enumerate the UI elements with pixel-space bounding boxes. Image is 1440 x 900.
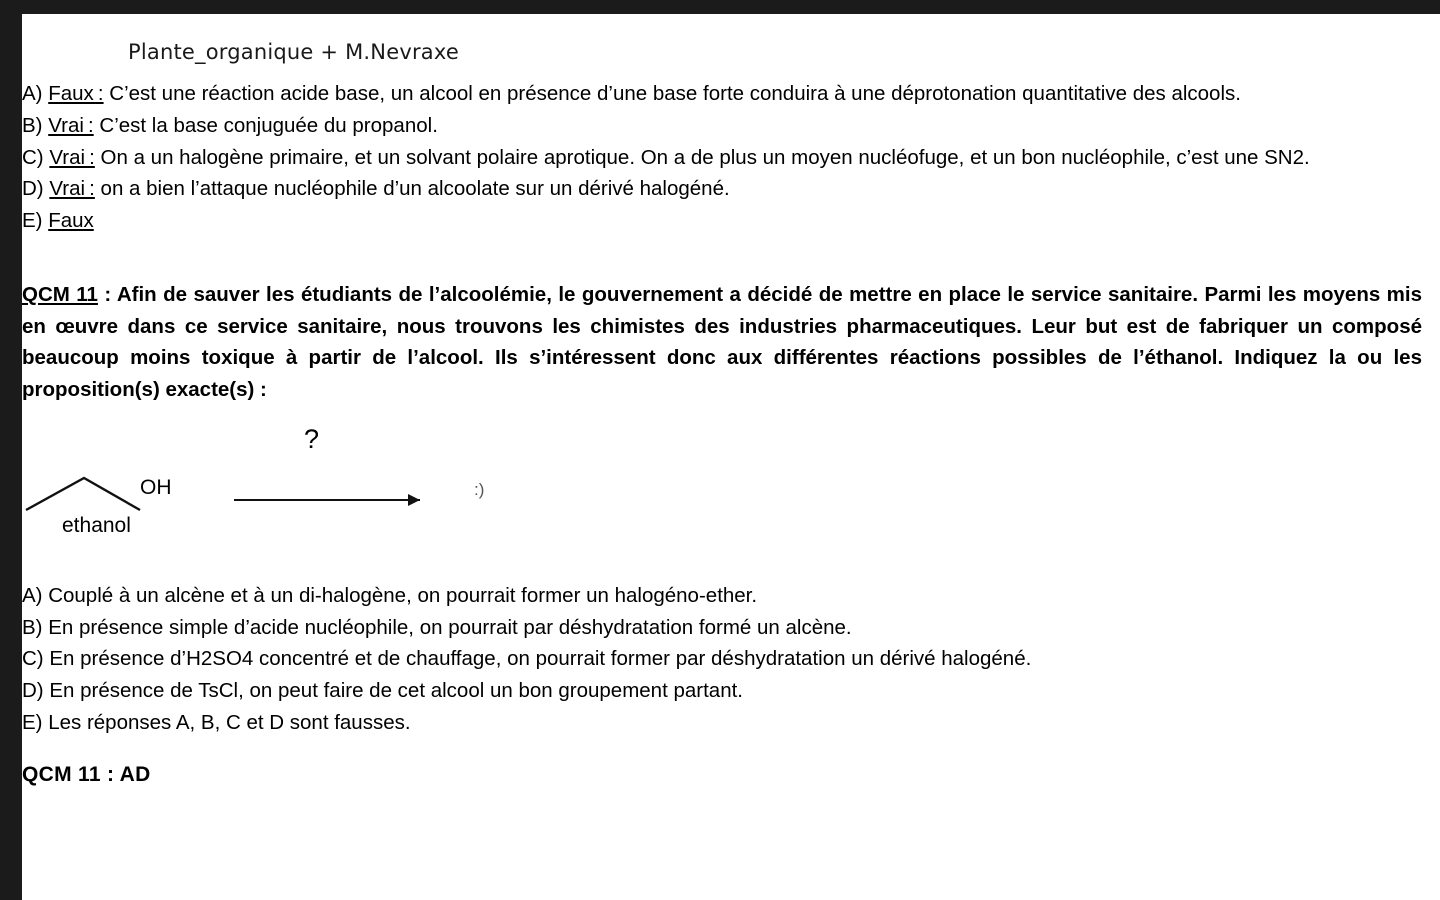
answer-letter-d: D) bbox=[22, 177, 44, 201]
answer-text-a: C’est une réaction acide base, un alcool en présence d’une base forte conduira à une déprotonation quantitative des alcools. bbox=[103, 82, 1241, 105]
option-c: C) En présence d’H2SO4 concentré et de chauffage, on pourrait former par déshydratation un dérivé halogéné. bbox=[22, 647, 1032, 671]
answer-verdict-c: Vrai : bbox=[49, 145, 95, 169]
option-e: E) Les réponses A, B, C et D sont fausses. bbox=[22, 710, 411, 734]
answer-letter-e: E) bbox=[22, 209, 43, 233]
hydroxyl-label: OH bbox=[140, 475, 172, 499]
top-dark-bar bbox=[0, 0, 1440, 14]
reaction-scheme bbox=[22, 422, 1440, 572]
left-dark-gutter bbox=[0, 14, 22, 900]
document-page bbox=[22, 14, 1440, 900]
option-d: D) En présence de TsCl, on peut faire de cet alcool un bon groupement partant. bbox=[22, 679, 743, 703]
answer-line-a bbox=[22, 78, 1422, 110]
molecule-caption: ethanol bbox=[62, 513, 131, 537]
previous-answers-block bbox=[22, 78, 1440, 237]
answer-line-c bbox=[22, 142, 1422, 174]
option-b: B) En présence simple d’acide nucléophile, on pourrait par déshydratation formé un alcène. bbox=[22, 615, 852, 639]
answer-verdict-b: Vrai : bbox=[48, 113, 94, 137]
answer-line-d bbox=[22, 173, 1422, 205]
option-a: A) Couplé à un alcène et à un di-halogène, on pourrait former un halogéno-ether. bbox=[22, 583, 758, 607]
page-header: Plante_organique + M.Nevraxe bbox=[128, 40, 459, 64]
answer-verdict-d: Vrai : bbox=[49, 177, 95, 201]
answer-key: QCM 11 : AD bbox=[22, 762, 151, 786]
arrow-question-label: ? bbox=[304, 423, 320, 454]
answer-line-b bbox=[22, 110, 1422, 142]
question-block bbox=[22, 279, 1440, 406]
product-smiley-label: :) bbox=[474, 479, 485, 499]
answer-letter-c: C) bbox=[22, 145, 44, 169]
question-label: QCM 11 bbox=[22, 282, 98, 306]
answer-line-e bbox=[22, 205, 1422, 237]
ethanol-skeleton-path bbox=[26, 478, 140, 510]
reaction-scheme-svg bbox=[22, 422, 542, 562]
answer-verdict-e: Faux bbox=[48, 209, 94, 233]
answer-text-b: C’est la base conjuguée du propanol. bbox=[93, 113, 438, 137]
answer-letter-a: A) bbox=[22, 82, 43, 105]
answer-text-c: On a un halogène primaire, et un solvant polaire aprotique. On a de plus un moyen nucléofuge, et un bon nucléophile, c’est une SN2. bbox=[94, 145, 1310, 169]
question-text: : Afin de sauver les étudiants de l’alcoolémie, le gouvernement a décidé de mettre en place le service sanitaire. Parmi les moyens mis en œuvre dans ce service sanitaire, nous trouvons les chimistes des industries pharmaceutiques. Leur but est de fabriquer un composé beaucoup moins toxique à partir de l’alcool. Ils s’intéressent donc aux différentes réactions possibles de l’éthanol. Indiquez la ou les proposition(s) exacte(s) : bbox=[22, 282, 1422, 402]
answer-text-d: on a bien l’attaque nucléophile d’un alcoolate sur un dérivé halogéné. bbox=[94, 177, 730, 201]
reaction-arrow-head bbox=[408, 494, 420, 506]
answer-letter-b: B) bbox=[22, 113, 43, 137]
answer-verdict-a: Faux : bbox=[48, 82, 104, 105]
options-list bbox=[22, 580, 1440, 739]
